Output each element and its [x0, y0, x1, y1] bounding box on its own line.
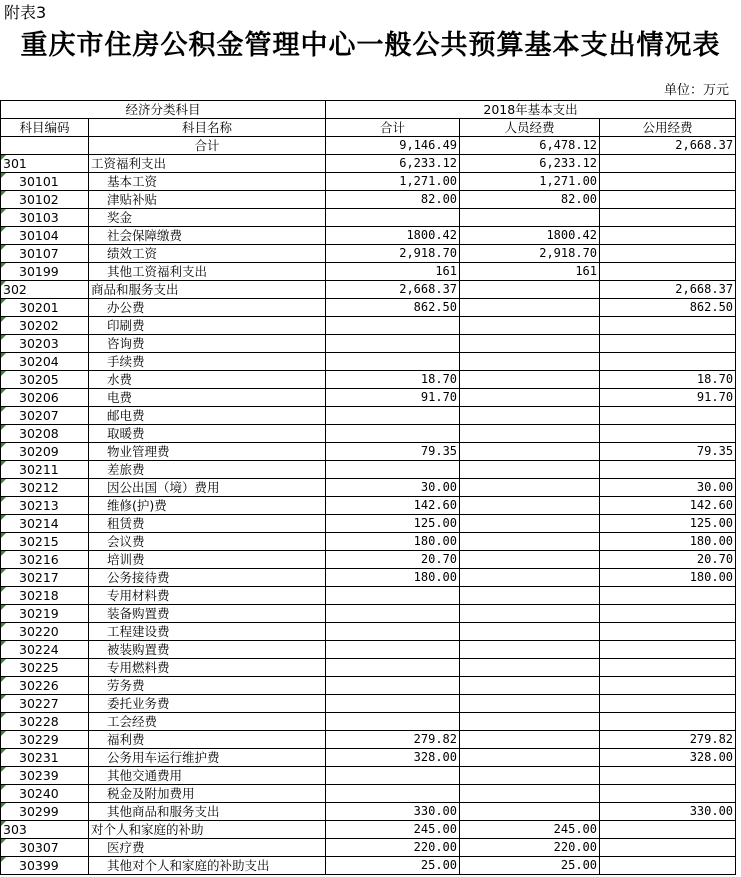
table-row [1, 317, 736, 335]
row-personnel [460, 569, 600, 587]
row-name: 其他对个人和家庭的补助支出 [89, 857, 326, 875]
total-label: 合计 [89, 137, 326, 155]
row-personnel [460, 443, 600, 461]
total-total: 9,146.49 [326, 137, 460, 155]
row-public [600, 461, 736, 479]
row-total: 330.00 [326, 803, 460, 821]
row-total [326, 677, 460, 695]
row-total [326, 767, 460, 785]
row-code: 30208 [1, 425, 89, 443]
row-public [600, 209, 736, 227]
row-total [326, 353, 460, 371]
row-personnel [460, 317, 600, 335]
row-code: 30214 [1, 515, 89, 533]
row-total: 6,233.12 [326, 155, 460, 173]
row-total: 180.00 [326, 569, 460, 587]
row-name: 被装购置费 [89, 641, 326, 659]
row-public: 79.35 [600, 443, 736, 461]
row-name: 绩效工资 [89, 245, 326, 263]
row-total [326, 785, 460, 803]
table-row [1, 209, 736, 227]
row-name: 装备购置费 [89, 605, 326, 623]
table-row [1, 641, 736, 659]
row-code: 30207 [1, 407, 89, 425]
row-personnel [460, 389, 600, 407]
row-public: 330.00 [600, 803, 736, 821]
row-name: 专用材料费 [89, 587, 326, 605]
row-total: 142.60 [326, 497, 460, 515]
row-personnel: 2,918.70 [460, 245, 600, 263]
row-personnel [460, 731, 600, 749]
row-public [600, 839, 736, 857]
row-name: 手续费 [89, 353, 326, 371]
header-year-label: 2018年基本支出 [326, 101, 736, 119]
header-row-1 [1, 101, 736, 119]
row-total: 1800.42 [326, 227, 460, 245]
row-name: 会议费 [89, 533, 326, 551]
row-name: 福利费 [89, 731, 326, 749]
row-code: 301 [1, 155, 89, 173]
row-code: 30229 [1, 731, 89, 749]
header-total: 合计 [326, 119, 460, 137]
row-code: 30211 [1, 461, 89, 479]
row-name: 取暖费 [89, 425, 326, 443]
row-code: 302 [1, 281, 89, 299]
table-row [1, 605, 736, 623]
row-code: 30204 [1, 353, 89, 371]
row-name: 专用燃料费 [89, 659, 326, 677]
table-row [1, 425, 736, 443]
row-personnel [460, 353, 600, 371]
row-personnel [460, 641, 600, 659]
row-total: 220.00 [326, 839, 460, 857]
table-row [1, 731, 736, 749]
row-code: 30239 [1, 767, 89, 785]
table-row [1, 227, 736, 245]
row-public [600, 407, 736, 425]
row-name: 劳务费 [89, 677, 326, 695]
row-name: 咨询费 [89, 335, 326, 353]
row-public: 2,668.37 [600, 281, 736, 299]
row-name: 其他交通费用 [89, 767, 326, 785]
table-row [1, 191, 736, 209]
row-total: 1,271.00 [326, 173, 460, 191]
table-row [1, 803, 736, 821]
row-name: 医疗费 [89, 839, 326, 857]
row-code: 30107 [1, 245, 89, 263]
row-code: 30219 [1, 605, 89, 623]
row-personnel: 1,271.00 [460, 173, 600, 191]
row-code: 30240 [1, 785, 89, 803]
row-personnel [460, 515, 600, 533]
row-name: 工会经费 [89, 713, 326, 731]
row-total: 245.00 [326, 821, 460, 839]
row-personnel [460, 695, 600, 713]
row-total [326, 317, 460, 335]
row-total [326, 659, 460, 677]
row-personnel [460, 623, 600, 641]
row-total [326, 209, 460, 227]
table-body [1, 101, 736, 875]
row-total: 20.70 [326, 551, 460, 569]
row-name: 公务接待费 [89, 569, 326, 587]
row-public: 328.00 [600, 749, 736, 767]
table-row [1, 155, 736, 173]
row-personnel [460, 587, 600, 605]
row-public [600, 821, 736, 839]
total-row [1, 137, 736, 155]
row-code: 30201 [1, 299, 89, 317]
row-public [600, 641, 736, 659]
row-personnel: 82.00 [460, 191, 600, 209]
row-public: 862.50 [600, 299, 736, 317]
row-code: 30103 [1, 209, 89, 227]
row-public: 20.70 [600, 551, 736, 569]
row-public: 91.70 [600, 389, 736, 407]
table-row [1, 785, 736, 803]
row-code: 30299 [1, 803, 89, 821]
row-total: 18.70 [326, 371, 460, 389]
row-code: 30213 [1, 497, 89, 515]
row-total: 82.00 [326, 191, 460, 209]
row-code: 30228 [1, 713, 89, 731]
total-personnel: 6,478.12 [460, 137, 600, 155]
row-public [600, 659, 736, 677]
row-public: 180.00 [600, 533, 736, 551]
table-row [1, 479, 736, 497]
table-row [1, 173, 736, 191]
row-public [600, 695, 736, 713]
row-code: 30203 [1, 335, 89, 353]
row-code: 30218 [1, 587, 89, 605]
header-code: 科目编码 [1, 119, 89, 137]
row-public [600, 785, 736, 803]
row-total [326, 335, 460, 353]
row-code: 30220 [1, 623, 89, 641]
table-row [1, 299, 736, 317]
table-row [1, 371, 736, 389]
row-total [326, 461, 460, 479]
total-public: 2,668.37 [600, 137, 736, 155]
row-name: 培训费 [89, 551, 326, 569]
row-name: 租赁费 [89, 515, 326, 533]
row-public [600, 317, 736, 335]
row-name: 其他商品和服务支出 [89, 803, 326, 821]
table-row [1, 461, 736, 479]
row-code: 30101 [1, 173, 89, 191]
row-name: 商品和服务支出 [89, 281, 326, 299]
row-name: 差旅费 [89, 461, 326, 479]
table-row [1, 659, 736, 677]
table-row [1, 533, 736, 551]
table-row [1, 623, 736, 641]
row-total: 161 [326, 263, 460, 281]
row-code: 30216 [1, 551, 89, 569]
row-name: 税金及附加费用 [89, 785, 326, 803]
table-row [1, 497, 736, 515]
row-total: 180.00 [326, 533, 460, 551]
row-total: 328.00 [326, 749, 460, 767]
row-name: 公务用车运行维护费 [89, 749, 326, 767]
row-name: 工程建设费 [89, 623, 326, 641]
appendix-label: 附表3 [4, 3, 47, 22]
row-public [600, 173, 736, 191]
row-code: 30206 [1, 389, 89, 407]
row-total: 25.00 [326, 857, 460, 875]
row-public: 18.70 [600, 371, 736, 389]
table-row [1, 263, 736, 281]
row-public [600, 677, 736, 695]
row-code: 30307 [1, 839, 89, 857]
row-code: 30205 [1, 371, 89, 389]
row-name: 委托业务费 [89, 695, 326, 713]
row-personnel [460, 605, 600, 623]
row-name: 津贴补贴 [89, 191, 326, 209]
row-personnel: 25.00 [460, 857, 600, 875]
row-personnel: 161 [460, 263, 600, 281]
row-total: 279.82 [326, 731, 460, 749]
row-public [600, 713, 736, 731]
row-public [600, 857, 736, 875]
row-personnel: 220.00 [460, 839, 600, 857]
row-total: 2,668.37 [326, 281, 460, 299]
table-row [1, 551, 736, 569]
row-code: 30215 [1, 533, 89, 551]
row-name: 电费 [89, 389, 326, 407]
row-public [600, 623, 736, 641]
row-public [600, 335, 736, 353]
table-row [1, 353, 736, 371]
header-economic-category: 经济分类科目 [1, 101, 326, 119]
row-name: 因公出国（境）费用 [89, 479, 326, 497]
row-name: 奖金 [89, 209, 326, 227]
row-public: 125.00 [600, 515, 736, 533]
row-personnel [460, 335, 600, 353]
row-code: 30199 [1, 263, 89, 281]
row-public [600, 587, 736, 605]
row-public [600, 353, 736, 371]
row-personnel [460, 749, 600, 767]
row-public [600, 263, 736, 281]
row-total: 125.00 [326, 515, 460, 533]
row-code: 30217 [1, 569, 89, 587]
table-row [1, 443, 736, 461]
row-personnel [460, 497, 600, 515]
table-row [1, 515, 736, 533]
table-row [1, 335, 736, 353]
header-row-2 [1, 119, 736, 137]
row-public: 30.00 [600, 479, 736, 497]
row-total [326, 641, 460, 659]
page-title: 重庆市住房公积金管理中心一般公共预算基本支出情况表 [20, 30, 721, 61]
row-personnel: 245.00 [460, 821, 600, 839]
row-code: 30227 [1, 695, 89, 713]
row-name: 印刷费 [89, 317, 326, 335]
table-row [1, 695, 736, 713]
row-personnel [460, 767, 600, 785]
row-public [600, 227, 736, 245]
row-personnel [460, 551, 600, 569]
row-name: 维修(护)费 [89, 497, 326, 515]
row-public [600, 155, 736, 173]
table-row [1, 713, 736, 731]
table-row [1, 821, 736, 839]
row-personnel [460, 407, 600, 425]
table-row [1, 749, 736, 767]
row-public: 279.82 [600, 731, 736, 749]
row-public [600, 425, 736, 443]
row-personnel [460, 659, 600, 677]
row-personnel [460, 803, 600, 821]
total-code-cell [1, 137, 89, 155]
row-name: 邮电费 [89, 407, 326, 425]
row-personnel [460, 785, 600, 803]
table-row [1, 767, 736, 785]
row-personnel [460, 209, 600, 227]
row-total [326, 623, 460, 641]
row-total [326, 695, 460, 713]
row-personnel [460, 425, 600, 443]
row-public: 180.00 [600, 569, 736, 587]
header-personnel: 人员经费 [460, 119, 600, 137]
table-row [1, 677, 736, 695]
row-total: 2,918.70 [326, 245, 460, 263]
row-personnel [460, 281, 600, 299]
row-public: 142.60 [600, 497, 736, 515]
row-code: 30224 [1, 641, 89, 659]
table-row [1, 245, 736, 263]
row-code: 30212 [1, 479, 89, 497]
row-personnel [460, 299, 600, 317]
row-total [326, 605, 460, 623]
row-personnel [460, 461, 600, 479]
row-name: 社会保障缴费 [89, 227, 326, 245]
row-public [600, 245, 736, 263]
row-personnel [460, 371, 600, 389]
row-code: 30231 [1, 749, 89, 767]
table-row [1, 839, 736, 857]
row-total: 79.35 [326, 443, 460, 461]
row-code: 30202 [1, 317, 89, 335]
row-total [326, 587, 460, 605]
row-name: 基本工资 [89, 173, 326, 191]
row-name: 水费 [89, 371, 326, 389]
row-public [600, 191, 736, 209]
row-personnel [460, 479, 600, 497]
row-code: 30104 [1, 227, 89, 245]
row-total: 862.50 [326, 299, 460, 317]
table-row [1, 389, 736, 407]
table-row [1, 587, 736, 605]
row-name: 办公费 [89, 299, 326, 317]
row-code: 30226 [1, 677, 89, 695]
row-name: 工资福利支出 [89, 155, 326, 173]
row-total [326, 425, 460, 443]
table-row [1, 857, 736, 875]
row-personnel [460, 533, 600, 551]
row-name: 其他工资福利支出 [89, 263, 326, 281]
table-row [1, 407, 736, 425]
table-row [1, 281, 736, 299]
budget-table [0, 100, 736, 875]
row-personnel [460, 713, 600, 731]
row-code: 30225 [1, 659, 89, 677]
row-public [600, 767, 736, 785]
row-total [326, 407, 460, 425]
row-code: 303 [1, 821, 89, 839]
table-row [1, 569, 736, 587]
row-code: 30399 [1, 857, 89, 875]
row-public [600, 605, 736, 623]
row-code: 30102 [1, 191, 89, 209]
row-name: 物业管理费 [89, 443, 326, 461]
row-personnel: 6,233.12 [460, 155, 600, 173]
row-name: 对个人和家庭的补助 [89, 821, 326, 839]
row-total: 30.00 [326, 479, 460, 497]
header-public: 公用经费 [600, 119, 736, 137]
row-total: 91.70 [326, 389, 460, 407]
header-name: 科目名称 [89, 119, 326, 137]
row-personnel: 1800.42 [460, 227, 600, 245]
row-total [326, 713, 460, 731]
row-personnel [460, 677, 600, 695]
row-code: 30209 [1, 443, 89, 461]
unit-label: 单位：万元 [663, 83, 729, 98]
